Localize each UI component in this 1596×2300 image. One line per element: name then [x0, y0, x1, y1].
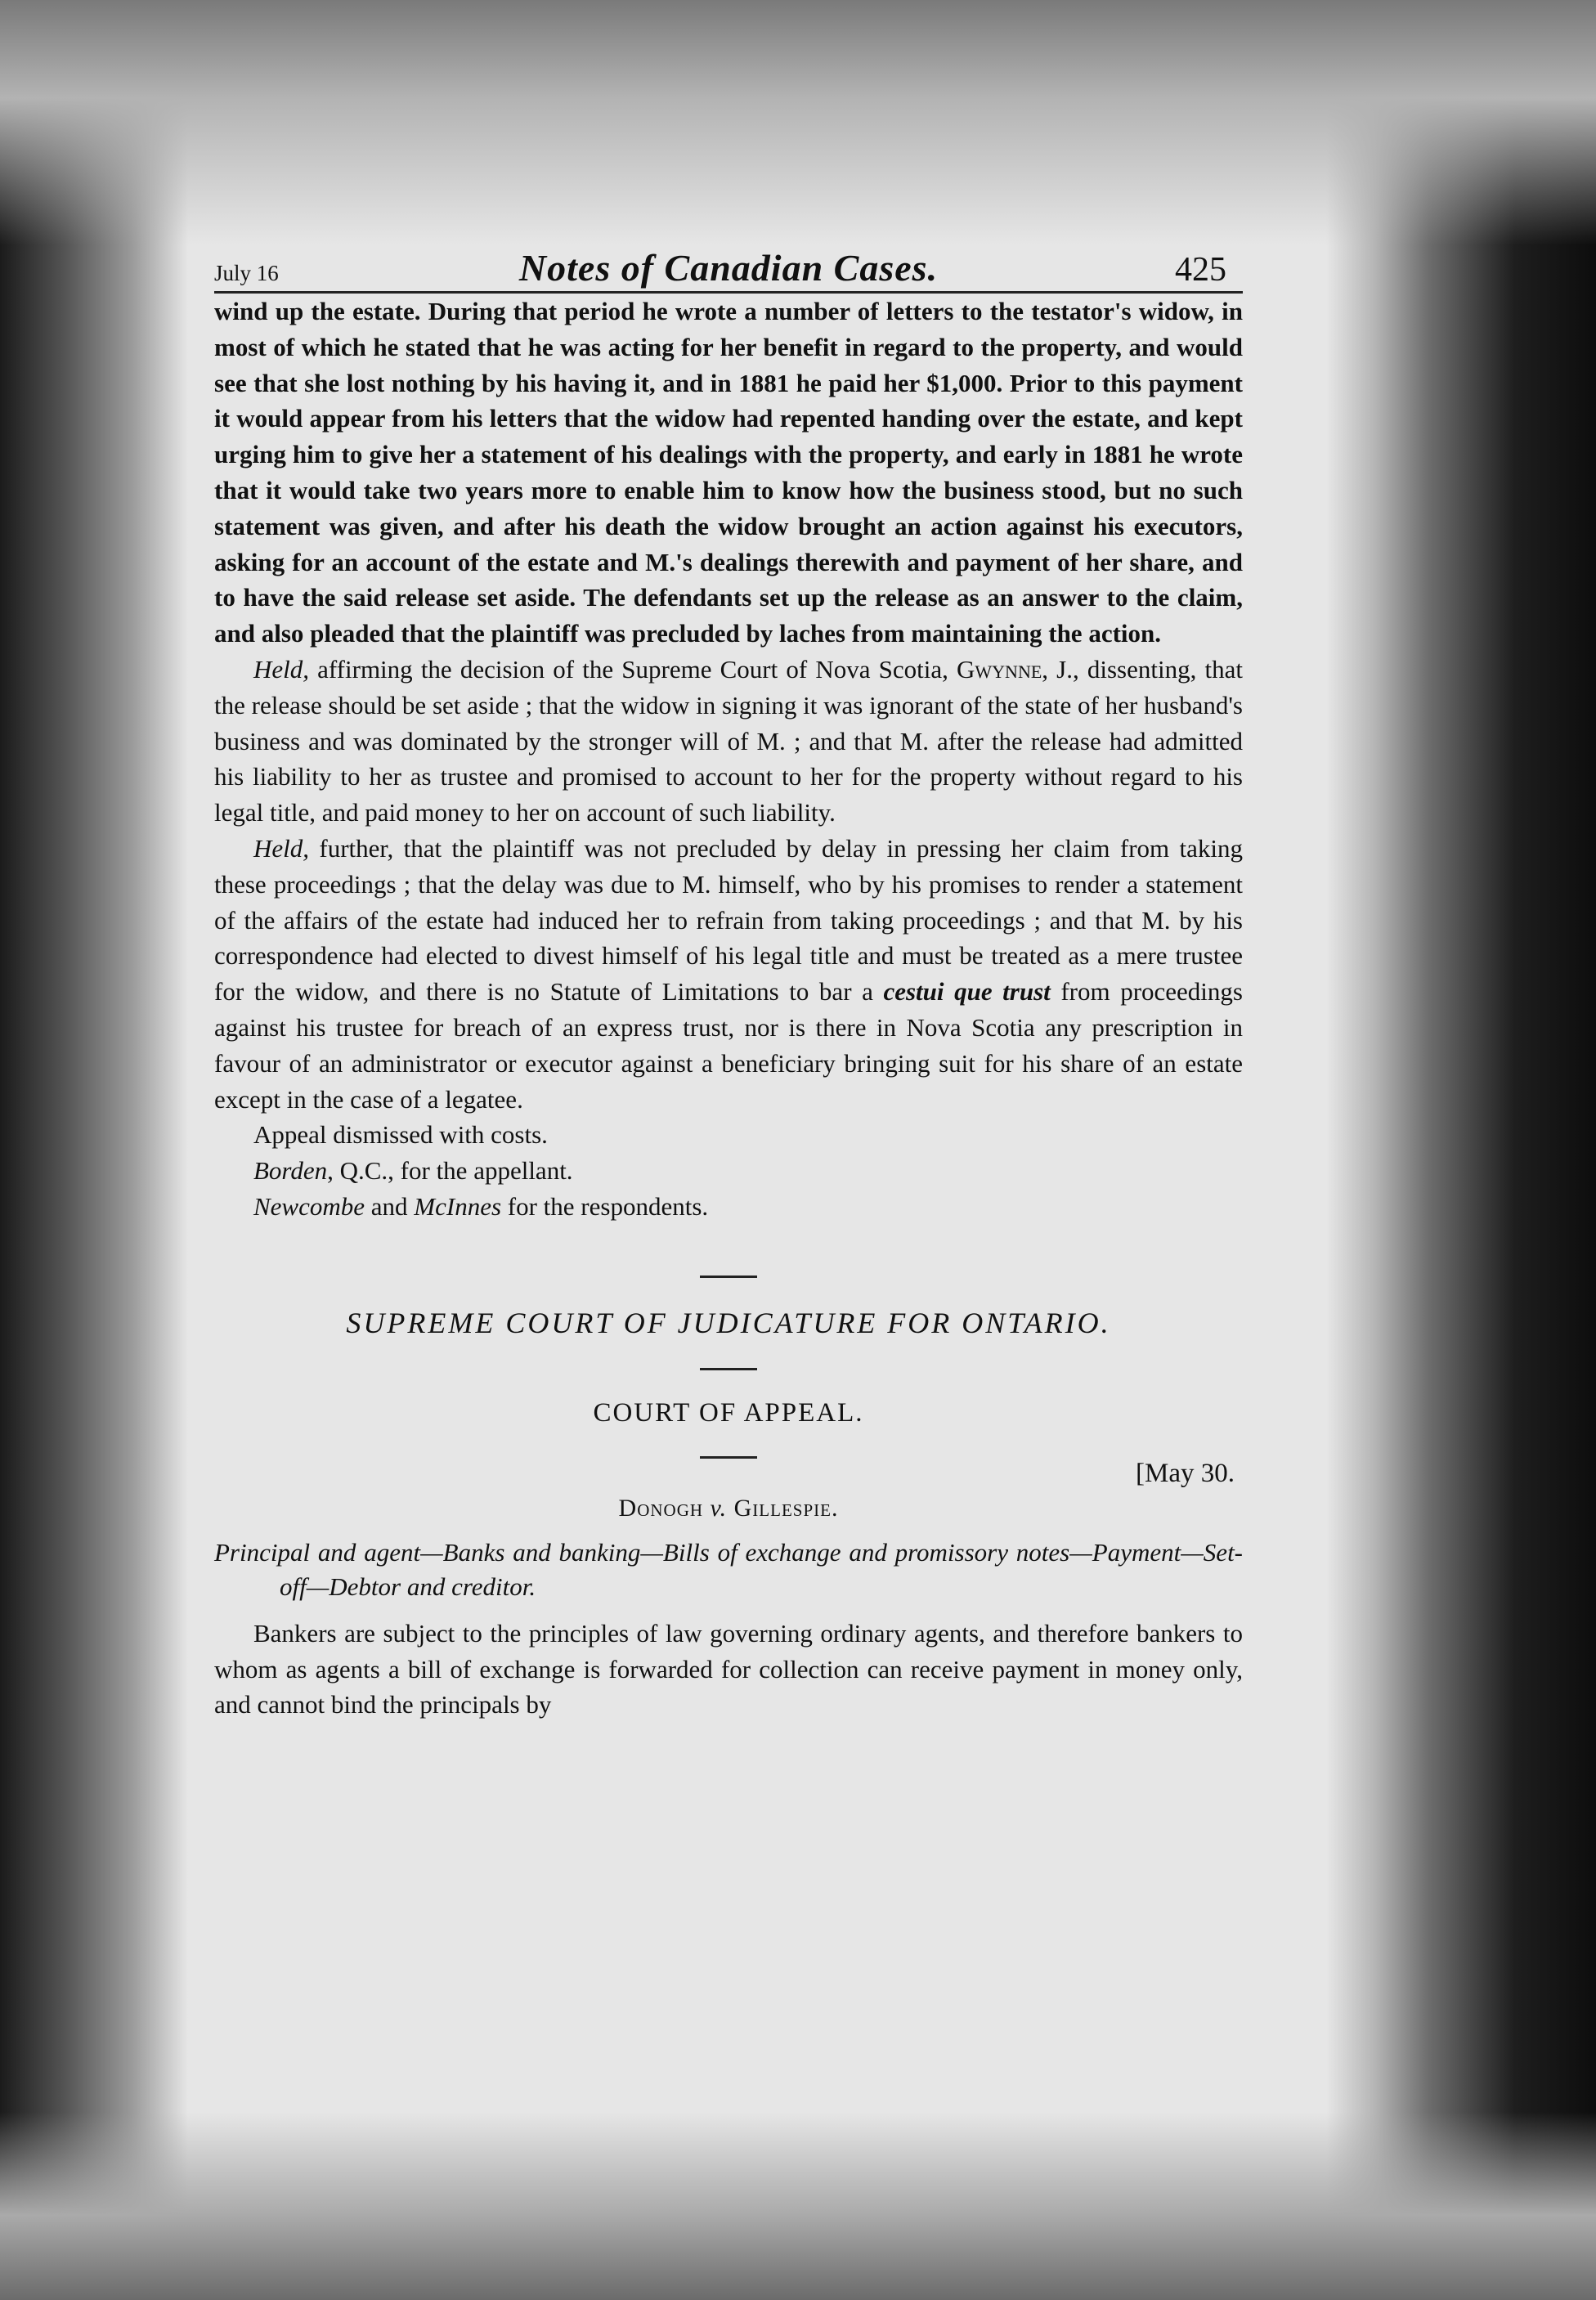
case-date: [May 30.: [1136, 1458, 1235, 1488]
para2-text-a: affirming the decision of the Supreme Court of Nova Scotia,: [309, 654, 957, 684]
body-paragraph-1: wind up the estate. During that period he wrote a number of letters to the testator's widow, in most of which he stated that he was acting for her benefit in regard to the property, and would see that she lost nothing by his having it, and in 1881 he paid her $1,000. Prior to this payment it would appear from his letters that the widow had repented handing over the estate, and kept urging him to give her a statement of his dealings with the property, and early in 1881 he wrote that it would take two years more to enable him to know how the business stood, but no such statement was given, and after his death the widow brought an action against his executors, asking for an account of the estate and M.'s dealings therewith and payment of her share, and to have the said release set aside. The defendants set up the release as an answer to the claim, and also pleaded that the plaintiff was precluded by laches from maintaining the action.: [214, 297, 1243, 648]
scan-shadow-bottom: [0, 2112, 1596, 2300]
page-number: 425: [1175, 251, 1226, 289]
spacer: [214, 1524, 1243, 1536]
disposition-line: Appeal dismissed with costs.: [253, 1120, 548, 1150]
party-name: Donogh: [618, 1494, 704, 1522]
versus: v.: [703, 1494, 734, 1522]
case-headnote: Principal and agent—Banks and banking—Bills of exchange and promissory notes—Payment—Set-off—Debtor and creditor.: [214, 1537, 1243, 1601]
held-label: Held,: [253, 833, 310, 863]
scan-shadow-top: [0, 0, 1596, 245]
body-paragraph-2: [214, 652, 1243, 831]
case-title-row: [214, 1459, 1243, 1524]
party-name: Gillespie.: [733, 1494, 839, 1522]
body-paragraph-3: [214, 831, 1243, 1117]
spacer: [214, 1428, 1243, 1456]
para2-text-b: , J., dissenting, that the release should be set aside ; that the widow in signing it was ignorant of the state of her husband's business and was dominated by the stronger will of M. ; and that M. after the release had admitted his liability to her as trustee and promised to account to her for the property without regard to his legal title, and paid money to her on account of such liability.: [214, 654, 1243, 827]
running-head: [214, 239, 1243, 294]
held-label: Held,: [253, 654, 310, 684]
latin-term: cestui que trust: [883, 977, 1051, 1007]
counsel-appellant: [214, 1153, 1243, 1189]
spacer: [214, 1604, 1243, 1616]
scan-shadow-right: [1326, 0, 1596, 2300]
spacer: [214, 1278, 1243, 1306]
counsel-text: and: [365, 1191, 415, 1221]
judge-name: Gwynne: [957, 654, 1042, 684]
court-heading: SUPREME COURT OF JUDICATURE FOR ONTARIO.: [346, 1306, 1111, 1339]
counsel-name: Borden: [253, 1156, 328, 1186]
counsel-text: for the respondents.: [501, 1191, 709, 1221]
running-head-title: Notes of Canadian Cases.: [518, 247, 939, 289]
running-head-date: July 16: [214, 261, 279, 285]
spacer: [214, 1370, 1243, 1398]
scan-shadow-left: [0, 0, 188, 2300]
spacer: [214, 1225, 1243, 1276]
counsel-name: McInnes: [414, 1191, 502, 1221]
counsel-respondents: [214, 1189, 1243, 1225]
para3-text-a: further, that the plaintiff was not precluded by delay in pressing her claim from taking these proceedings ; that the delay was due to M. himself, who by his promises to render a statement of the affairs of the estate had induced her to refrain from taking proceedings ; and that M. by his correspondence had elected to divest himself of his legal title and must be treated as a mere trustee for the widow, and there is no Statute of Limitations to bar a: [214, 833, 1243, 1007]
para3-text-b: from proceedings against his trustee for breach of an express trust, nor is there in Nova Scotia any prescription in favour of an administrator or executor against a beneficiary bringing suit for his share of an estate except in the case of a legatee.: [214, 977, 1243, 1114]
spacer: [214, 1340, 1243, 1368]
case-title: [214, 1495, 1243, 1522]
text-block: [214, 239, 1243, 1723]
counsel-text: , Q.C., for the appellant.: [327, 1156, 573, 1186]
court-division: COURT OF APPEAL.: [593, 1397, 864, 1428]
case-body-paragraph: Bankers are subject to the principles of law governing ordinary agents, and therefore bankers to whom as agents a bill of exchange is forwarded for collection can receive payment in money only, and cannot bind the principals by: [214, 1618, 1243, 1719]
counsel-name: Newcombe: [253, 1191, 365, 1221]
